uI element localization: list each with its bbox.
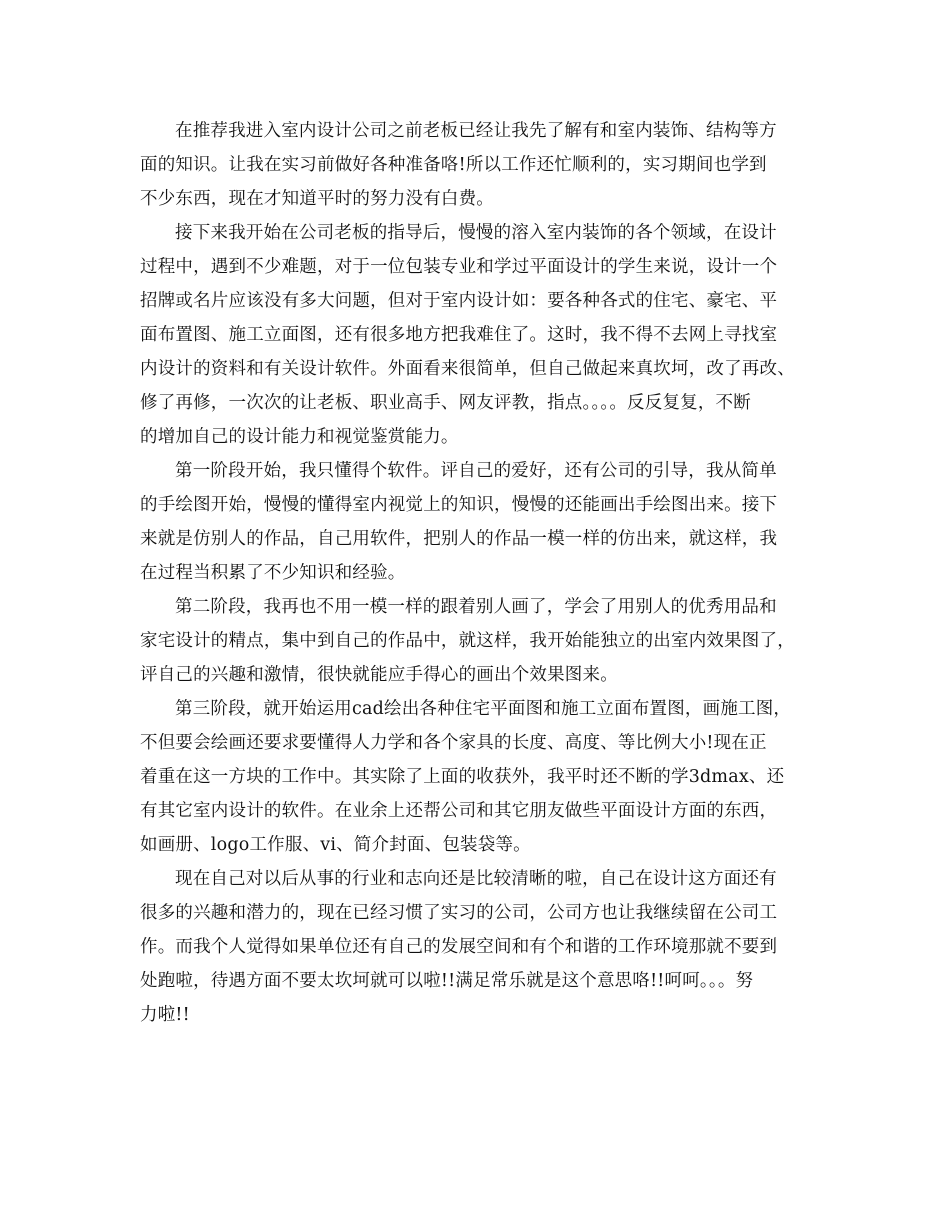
paragraph-line: 不少东西，现在才知道平时的努力没有白费。 xyxy=(140,189,494,209)
paragraph-line: 不但要会绘画还要求要懂得人力学和各个家具的长度、高度、等比例大小!现在正 xyxy=(140,733,767,753)
paragraph-line: 着重在这一方块的工作中。其实除了上面的收获外，我平时还不断的学3dmax、还 xyxy=(140,767,785,787)
paragraph-line: 在过程当积累了不少知识和经验。 xyxy=(140,563,406,583)
paragraph-line: 来就是仿别人的作品，自己用软件，把别人的作品一模一样的仿出来，就这样，我 xyxy=(140,529,778,549)
paragraph-line: 的手绘图开始，慢慢的懂得室内视觉上的知识，慢慢的还能画出手绘图出来。接下 xyxy=(140,495,778,515)
paragraph-line: 作。而我个人觉得如果单位还有自己的发展空间和有个和谐的工作环境那就不要到 xyxy=(140,937,778,957)
paragraph-line: 第二阶段，我再也不用一模一样的跟着别人画了，学会了用别人的优秀用品和 xyxy=(175,597,777,617)
paragraph-line: 的增加自己的设计能力和视觉鉴赏能力。 xyxy=(140,427,459,447)
paragraph-line: 很多的兴趣和潜力的，现在已经习惯了实习的公司，公司方也让我继续留在公司工 xyxy=(140,903,778,923)
paragraph-line: 内设计的资料和有关设计软件。外面看来很简单，但自己做起来真坎坷，改了再改、 xyxy=(140,359,795,379)
paragraph-line: 如画册、logo工作服、vi、简介封面、包装袋等。 xyxy=(140,835,531,855)
paragraph-line: 处跑啦，待遇方面不要太坎坷就可以啦!!满足常乐就是这个意思咯!!呵呵。。。努 xyxy=(140,971,754,991)
paragraph-line: 家宅设计的精点，集中到自己的作品中，就这样，我开始能独立的出室内效果图了， xyxy=(140,631,795,651)
paragraph-line: 面的知识。让我在实习前做好各种准备咯!所以工作还忙顺利的，实习期间也学到 xyxy=(140,155,767,175)
paragraph-line: 评自己的兴趣和激情，很快就能应手得心的画出个效果图来。 xyxy=(140,665,618,685)
paragraph xyxy=(140,590,830,692)
paragraph xyxy=(140,216,830,454)
paragraph-line: 现在自己对以后从事的行业和志向还是比较清晰的啦，自己在设计这方面还有 xyxy=(175,869,777,889)
paragraph-line: 修了再修，一次次的让老板、职业高手、网友评教，指点。。。。反反复复，不断 xyxy=(140,393,751,413)
paragraph xyxy=(140,114,830,216)
paragraph-line: 面布置图、施工立面图，还有很多地方把我难住了。这时，我不得不去网上寻找室 xyxy=(140,325,778,345)
paragraph-line: 力啦!! xyxy=(140,1005,190,1025)
paragraph-line: 接下来我开始在公司老板的指导后，慢慢的溶入室内装饰的各个领域，在设计 xyxy=(175,223,777,243)
paragraph-line: 第一阶段开始，我只懂得个软件。评自己的爱好，还有公司的引导，我从简单 xyxy=(175,461,777,481)
paragraph-line: 第三阶段，就开始运用cad绘出各种住宅平面图和施工立面布置图，画施工图， xyxy=(175,699,792,719)
paragraph-line: 过程中，遇到不少难题，对于一位包装专业和学过平面设计的学生来说，设计一个 xyxy=(140,257,778,277)
paragraph-line: 招牌或名片应该没有多大问题，但对于室内设计如：要各种各式的住宅、豪宅、平 xyxy=(140,291,778,311)
paragraph xyxy=(140,454,830,590)
paragraph xyxy=(140,692,830,862)
document-body xyxy=(140,114,830,1032)
paragraph-line: 在推荐我进入室内设计公司之前老板已经让我先了解有和室内装饰、结构等方 xyxy=(175,121,777,141)
paragraph xyxy=(140,862,830,1032)
paragraph-line: 有其它室内设计的软件。在业余上还帮公司和其它朋友做些平面设计方面的东西， xyxy=(140,801,778,821)
